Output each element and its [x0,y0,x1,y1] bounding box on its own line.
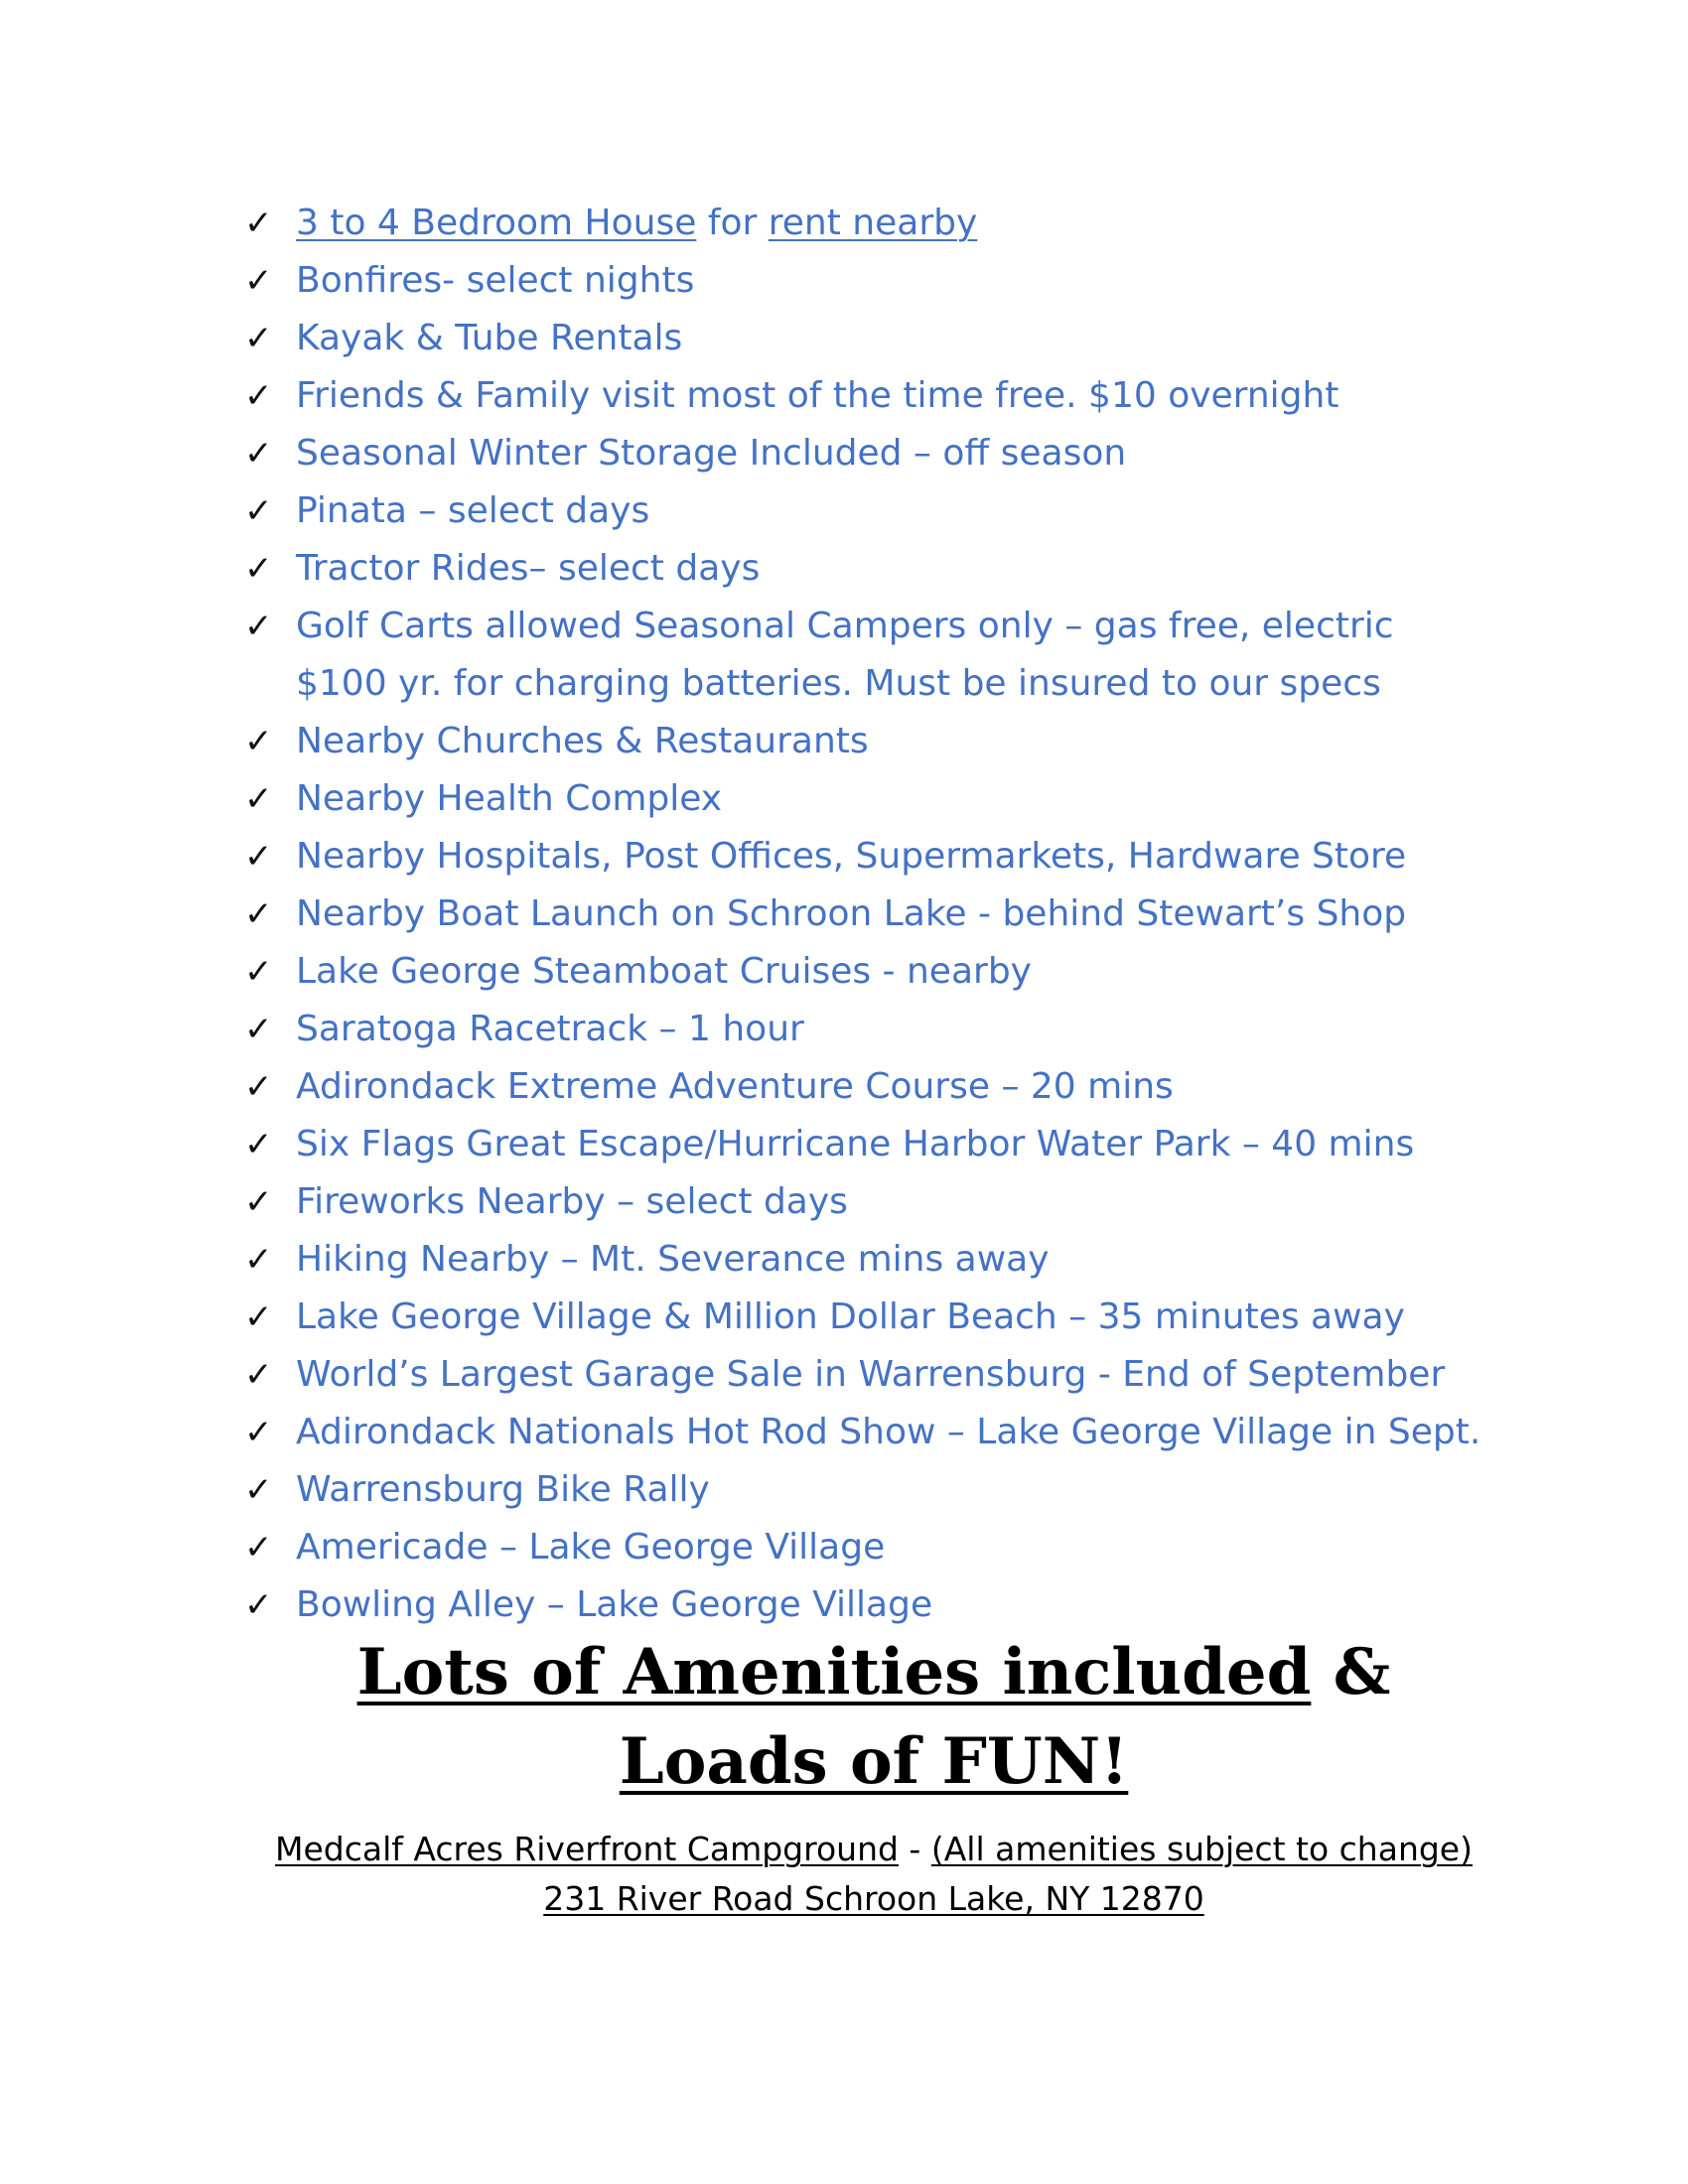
amenity-text: World’s Largest Garage Sale in Warrensburg - End of September [296,1354,1446,1395]
amenity-item [244,1173,1495,1231]
amenity-item [244,943,1495,1001]
amenity-item [244,1001,1495,1058]
campground-address: 231 River Road Schroon Lake, NY 12870 [543,1879,1204,1918]
amenity-text: Nearby Churches & Restaurants [296,721,869,761]
amenity-item [244,1058,1495,1116]
headline-ampersand: & [1311,1635,1391,1709]
campground-name: Medcalf Acres Riverfront Campground [275,1830,899,1868]
headline-part-2: Loads of FUN! [619,1724,1129,1799]
footer-line-2 [258,1874,1489,1924]
amenity-text: Golf Carts allowed Seasonal Campers only – gas free, electric $100 yr. for charging batteries. Must be insured to our specs [296,606,1394,704]
amenity-text: Pinata – select days [296,490,650,531]
check-icon: ✓ [244,491,273,531]
amenity-item [244,252,1495,310]
check-icon: ✓ [244,894,273,934]
amenity-item [244,1231,1495,1289]
check-icon: ✓ [244,204,273,243]
footer-separator: - [898,1830,931,1868]
amenity-item [244,1461,1495,1519]
amenity-item [244,1576,1495,1634]
disclaimer-note: (All amenities subject to change) [930,1830,1473,1868]
amenity-item [244,310,1495,367]
amenity-item [244,195,1495,252]
amenity-text: Nearby Hospitals, Post Offices, Supermarkets, Hardware Store [296,836,1407,877]
amenity-text: Adirondack Nationals Hot Rod Show – Lake George Village in Sept. [296,1412,1481,1452]
amenity-link[interactable]: 3 to 4 Bedroom House [296,203,697,243]
amenity-item [244,713,1495,770]
headline-part-1: Lots of Amenities included [356,1635,1312,1709]
check-icon: ✓ [244,434,273,474]
amenity-item [244,425,1495,482]
amenity-item [244,770,1495,828]
amenity-text: Fireworks Nearby – select days [296,1181,848,1222]
amenity-text: Bonfires- select nights [296,260,695,301]
check-icon: ✓ [244,261,273,301]
check-icon: ✓ [244,1528,273,1568]
check-icon: ✓ [244,952,273,992]
amenity-text: Hiking Nearby – Mt. Severance mins away [296,1239,1050,1280]
amenity-text: Kayak & Tube Rentals [296,318,683,358]
footer-line-1 [258,1825,1489,1874]
amenity-text: Six Flags Great Escape/Hurricane Harbor Water Park – 40 mins [296,1124,1415,1164]
check-icon: ✓ [244,837,273,877]
check-icon: ✓ [244,1067,273,1107]
amenity-text: Seasonal Winter Storage Included – off season [296,433,1127,474]
amenity-text: Friends & Family visit most of the time free. $10 overnight [296,375,1339,416]
check-icon: ✓ [244,722,273,761]
footer [258,1825,1489,1924]
amenity-text: Lake George Steamboat Cruises - nearby [296,951,1032,992]
check-icon: ✓ [244,1010,273,1049]
amenity-text: Nearby Boat Launch on Schroon Lake - behind Stewart’s Shop [296,893,1407,934]
amenity-text: Tractor Rides– select days [296,548,761,589]
check-icon: ✓ [244,1125,273,1164]
amenity-item [244,886,1495,943]
check-icon: ✓ [244,1182,273,1222]
amenity-text: for [696,203,769,243]
check-icon: ✓ [244,1470,273,1510]
amenity-item [244,1116,1495,1173]
amenity-text: Nearby Health Complex [296,778,723,819]
amenity-item [244,1519,1495,1576]
check-icon: ✓ [244,1413,273,1452]
check-icon: ✓ [244,549,273,589]
amenity-list [244,195,1495,1634]
amenity-link[interactable]: rent nearby [768,203,978,243]
amenity-item [244,1289,1495,1346]
check-icon: ✓ [244,319,273,358]
check-icon: ✓ [244,1297,273,1337]
amenity-text: Adirondack Extreme Adventure Course – 20 mins [296,1066,1174,1107]
amenity-item [244,598,1495,713]
amenity-item [244,482,1495,540]
amenity-text: Warrensburg Bike Rally [296,1469,710,1510]
check-icon: ✓ [244,1355,273,1395]
amenity-item [244,828,1495,886]
check-icon: ✓ [244,1585,273,1625]
check-icon: ✓ [244,779,273,819]
amenity-text: Saratoga Racetrack – 1 hour [296,1009,804,1049]
amenity-item [244,1404,1495,1461]
amenity-item [244,1346,1495,1404]
amenity-text: Americade – Lake George Village [296,1527,886,1568]
check-icon: ✓ [244,376,273,416]
headline [258,1628,1489,1807]
amenity-item [244,540,1495,598]
check-icon: ✓ [244,607,273,646]
amenity-item [244,367,1495,425]
amenity-text: Bowling Alley – Lake George Village [296,1584,933,1625]
amenity-text: Lake George Village & Million Dollar Beach – 35 minutes away [296,1297,1405,1337]
check-icon: ✓ [244,1240,273,1280]
